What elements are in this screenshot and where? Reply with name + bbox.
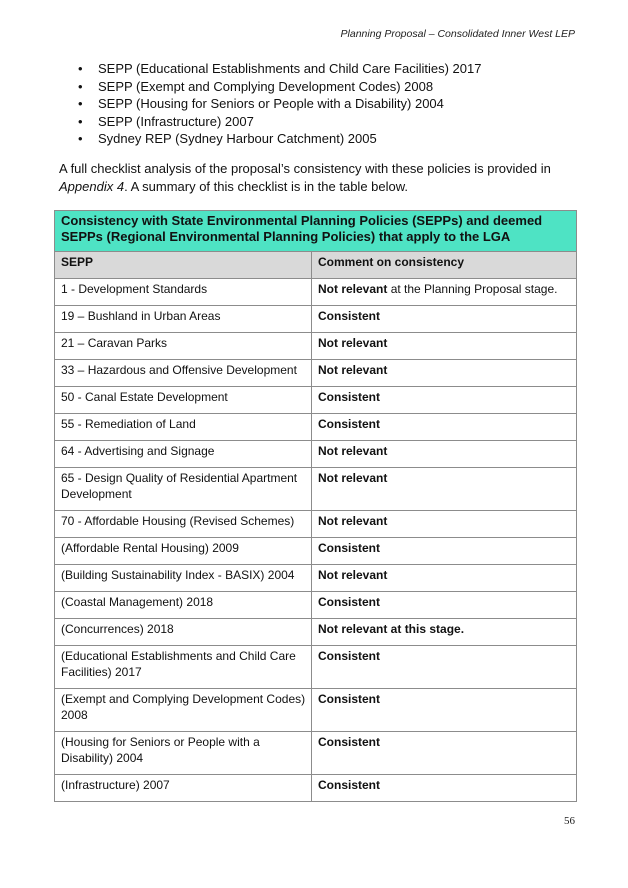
- sepp-cell: 19 – Bushland in Urban Areas: [55, 306, 312, 333]
- comment-status: Not relevant at this stage.: [318, 622, 465, 636]
- comment-cell: [312, 360, 577, 387]
- sepp-cell: 55 - Remediation of Land: [55, 414, 312, 441]
- sepp-cell: (Building Sustainability Index - BASIX) 2004: [55, 565, 312, 592]
- comment-status: Consistent: [318, 649, 381, 663]
- comment-cell: [312, 592, 577, 619]
- table-row: [55, 775, 577, 802]
- bullet-text: SEPP (Exempt and Complying Development Codes) 2008: [98, 78, 434, 94]
- table-caption-row: [55, 211, 577, 252]
- comment-cell: [312, 279, 577, 306]
- sepp-cell: 70 - Affordable Housing (Revised Schemes): [55, 511, 312, 538]
- bullet-dot-icon: •: [78, 78, 83, 94]
- paragraph-text-end: . A summary of this checklist is in the table below.: [124, 179, 409, 194]
- comment-status: Consistent: [318, 541, 381, 555]
- paragraph-text: A full checklist analysis of the proposal’s consistency with these policies is provided in: [59, 161, 551, 176]
- bullet-text: SEPP (Housing for Seniors or People with a Disability) 2004: [98, 96, 444, 112]
- table-row: [55, 689, 577, 732]
- table-row: [55, 360, 577, 387]
- comment-status: Not relevant: [318, 444, 388, 458]
- table-row: [55, 441, 577, 468]
- bullet-dot-icon: •: [78, 113, 83, 129]
- bullet-item: [78, 60, 481, 78]
- table-row: [55, 565, 577, 592]
- table-row: [55, 414, 577, 441]
- comment-status: Not relevant: [318, 363, 388, 377]
- table-caption: Consistency with State Environmental Planning Policies (SEPPs) and deemed SEPPs (Regional Environmental Planning Policies) that apply to the LGA: [55, 211, 577, 252]
- comment-cell: [312, 468, 577, 511]
- sepp-cell: (Coastal Management) 2018: [55, 592, 312, 619]
- comment-status: Consistent: [318, 309, 381, 323]
- comment-status: Consistent: [318, 390, 381, 404]
- comment-cell: [312, 689, 577, 732]
- table-row: [55, 619, 577, 646]
- table-row: [55, 306, 577, 333]
- comment-cell: [312, 646, 577, 689]
- sepp-bullet-list: [78, 60, 481, 148]
- bullet-dot-icon: •: [78, 61, 83, 76]
- sepp-cell: (Infrastructure) 2007: [55, 775, 312, 802]
- comment-cell: [312, 619, 577, 646]
- comment-cell: [312, 732, 577, 775]
- bullet-item: [78, 130, 481, 148]
- sepp-cell: 1 - Development Standards: [55, 279, 312, 306]
- running-header: Planning Proposal – Consolidated Inner West LEP: [340, 28, 575, 40]
- table-row: [55, 592, 577, 619]
- sepp-consistency-table: [54, 210, 577, 802]
- appendix-reference: Appendix 4: [59, 179, 125, 194]
- sepp-cell: 33 – Hazardous and Offensive Development: [55, 360, 312, 387]
- table-header-row: [55, 252, 577, 279]
- table-row: [55, 646, 577, 689]
- comment-cell: [312, 306, 577, 333]
- table-row: [55, 538, 577, 565]
- bullet-item: [78, 95, 481, 113]
- table-row: [55, 279, 577, 306]
- bullet-item: [78, 78, 481, 96]
- sepp-cell: (Housing for Seniors or People with a Disability) 2004: [55, 732, 312, 775]
- comment-status: Consistent: [318, 417, 381, 431]
- table-row: [55, 732, 577, 775]
- sepp-cell: (Educational Establishments and Child Care Facilities) 2017: [55, 646, 312, 689]
- comment-status: Not relevant: [318, 471, 388, 485]
- table-row: [55, 333, 577, 360]
- sepp-cell: (Affordable Rental Housing) 2009: [55, 538, 312, 565]
- comment-cell: [312, 565, 577, 592]
- comment-status: Not relevant: [318, 514, 388, 528]
- table-row: [55, 468, 577, 511]
- comment-status: Not relevant: [318, 336, 388, 350]
- page-number: 56: [564, 815, 575, 827]
- sepp-cell: 50 - Canal Estate Development: [55, 387, 312, 414]
- comment-status: Consistent: [318, 735, 381, 749]
- comment-status: Not relevant: [318, 568, 388, 582]
- comment-detail: at the Planning Proposal stage.: [387, 282, 558, 296]
- comment-cell: [312, 775, 577, 802]
- table-row: [55, 511, 577, 538]
- sepp-cell: 64 - Advertising and Signage: [55, 441, 312, 468]
- bullet-text: SEPP (Educational Establishments and Child Care Facilities) 2017: [98, 61, 482, 76]
- bullet-text: Sydney REP (Sydney Harbour Catchment) 2005: [98, 131, 377, 147]
- comment-status: Consistent: [318, 595, 381, 609]
- sepp-cell: (Exempt and Complying Development Codes) 2008: [55, 689, 312, 732]
- comment-cell: [312, 441, 577, 468]
- bullet-text: SEPP (Infrastructure) 2007: [98, 113, 254, 129]
- comment-cell: [312, 414, 577, 441]
- comment-cell: [312, 387, 577, 414]
- sepp-cell: (Concurrences) 2018: [55, 619, 312, 646]
- bullet-dot-icon: •: [78, 96, 83, 112]
- sepp-cell: 65 - Design Quality of Residential Apartment Development: [55, 468, 312, 511]
- column-header-comment: Comment on consistency: [312, 252, 577, 279]
- comment-cell: [312, 333, 577, 360]
- comment-status: Consistent: [318, 692, 381, 706]
- column-header-sepp: SEPP: [55, 252, 312, 279]
- comment-status: Consistent: [318, 778, 381, 792]
- comment-cell: [312, 538, 577, 565]
- intro-paragraph: [59, 160, 579, 196]
- bullet-dot-icon: •: [78, 131, 83, 147]
- sepp-cell: 21 – Caravan Parks: [55, 333, 312, 360]
- table-row: [55, 387, 577, 414]
- comment-status: Not relevant: [318, 282, 388, 296]
- comment-cell: [312, 511, 577, 538]
- bullet-item: [78, 113, 481, 131]
